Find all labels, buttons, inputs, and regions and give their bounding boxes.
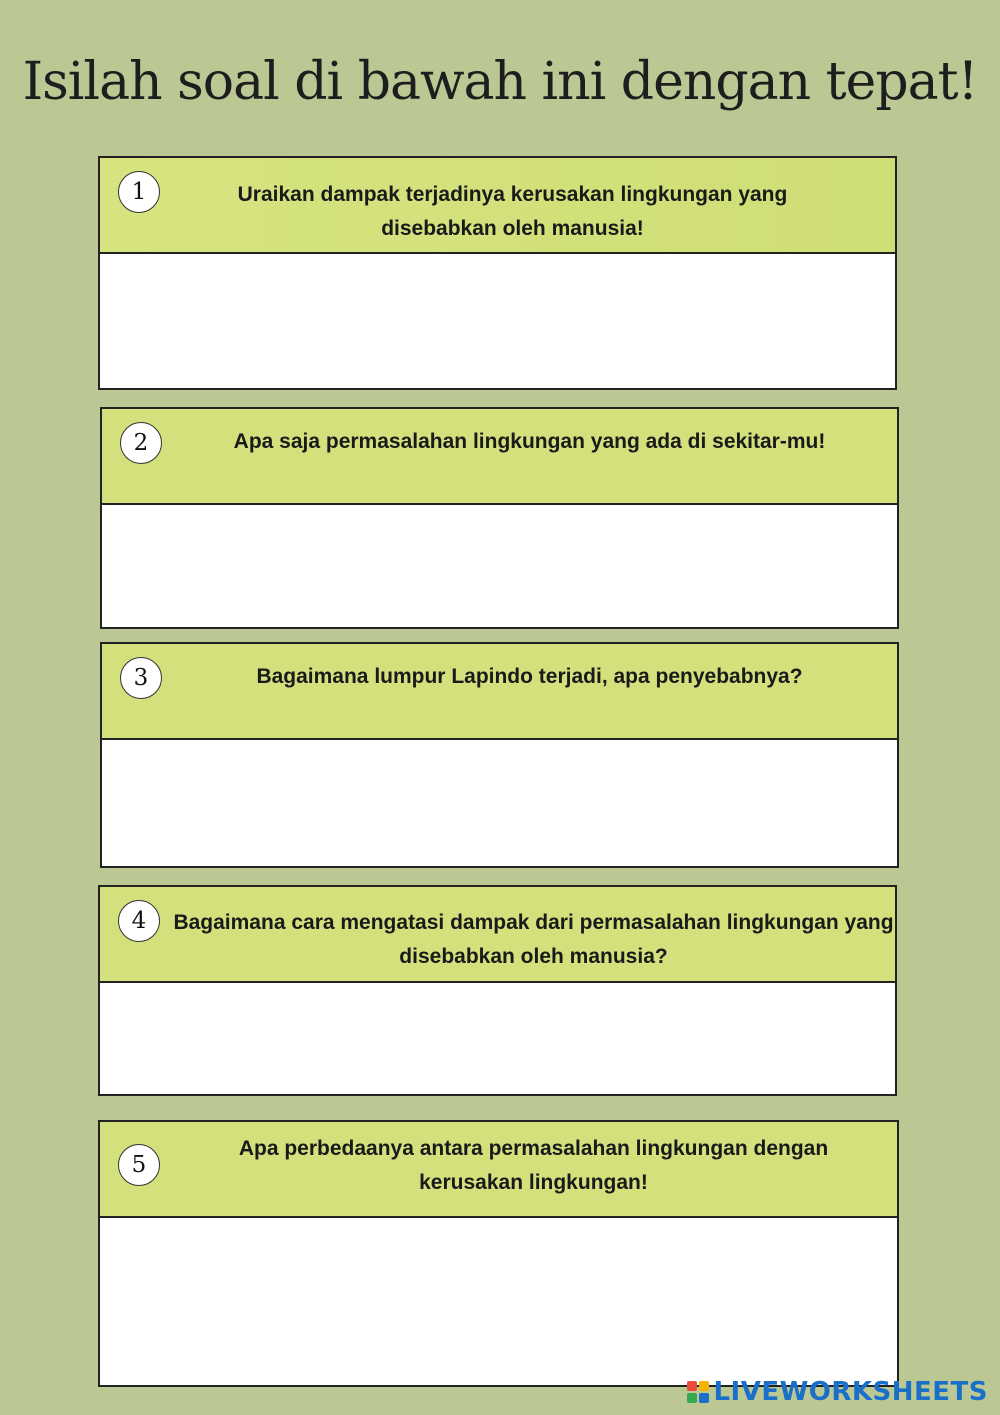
question-card-2	[100, 407, 899, 629]
question-card-4	[98, 885, 897, 1096]
question-card-1	[98, 156, 897, 390]
answer-box[interactable]	[100, 983, 895, 1094]
question-card-3	[100, 642, 899, 868]
liveworksheets-logo-icon	[687, 1381, 709, 1403]
answer-box[interactable]	[102, 505, 897, 627]
question-text: Apa perbedaanya antara permasalahan lingkungan dengan kerusakan lingkungan!	[238, 1137, 829, 1194]
answer-box[interactable]	[100, 254, 895, 388]
question-header	[100, 1122, 897, 1218]
answer-box[interactable]	[102, 740, 897, 866]
answer-box[interactable]	[100, 1218, 897, 1385]
question-text: Bagaimana lumpur Lapindo terjadi, apa penyebabnya?	[256, 665, 803, 688]
question-header	[102, 409, 897, 505]
question-number-badge: 2	[120, 422, 162, 464]
question-number-badge: 5	[118, 1144, 160, 1186]
question-number-badge: 4	[118, 900, 160, 942]
question-text: Apa saja permasalahan lingkungan yang ada di sekitar-mu!	[233, 430, 826, 453]
question-number-badge: 3	[120, 657, 162, 699]
liveworksheets-logo[interactable]	[687, 1377, 988, 1407]
question-number-badge: 1	[118, 171, 160, 213]
liveworksheets-logo-text: LIVEWORKSHEETS	[713, 1377, 988, 1407]
question-header	[100, 887, 895, 983]
question-header	[100, 158, 895, 254]
question-text: Bagaimana cara mengatasi dampak dari permasalahan lingkungan yang disebabkan oleh manusia?	[173, 911, 894, 968]
question-header	[102, 644, 897, 740]
question-text: Uraikan dampak terjadinya kerusakan lingkungan yang disebabkan oleh manusia!	[237, 183, 788, 240]
question-card-5	[98, 1120, 899, 1387]
page-title: Isilah soal di bawah ini dengan tepat!	[22, 52, 978, 112]
